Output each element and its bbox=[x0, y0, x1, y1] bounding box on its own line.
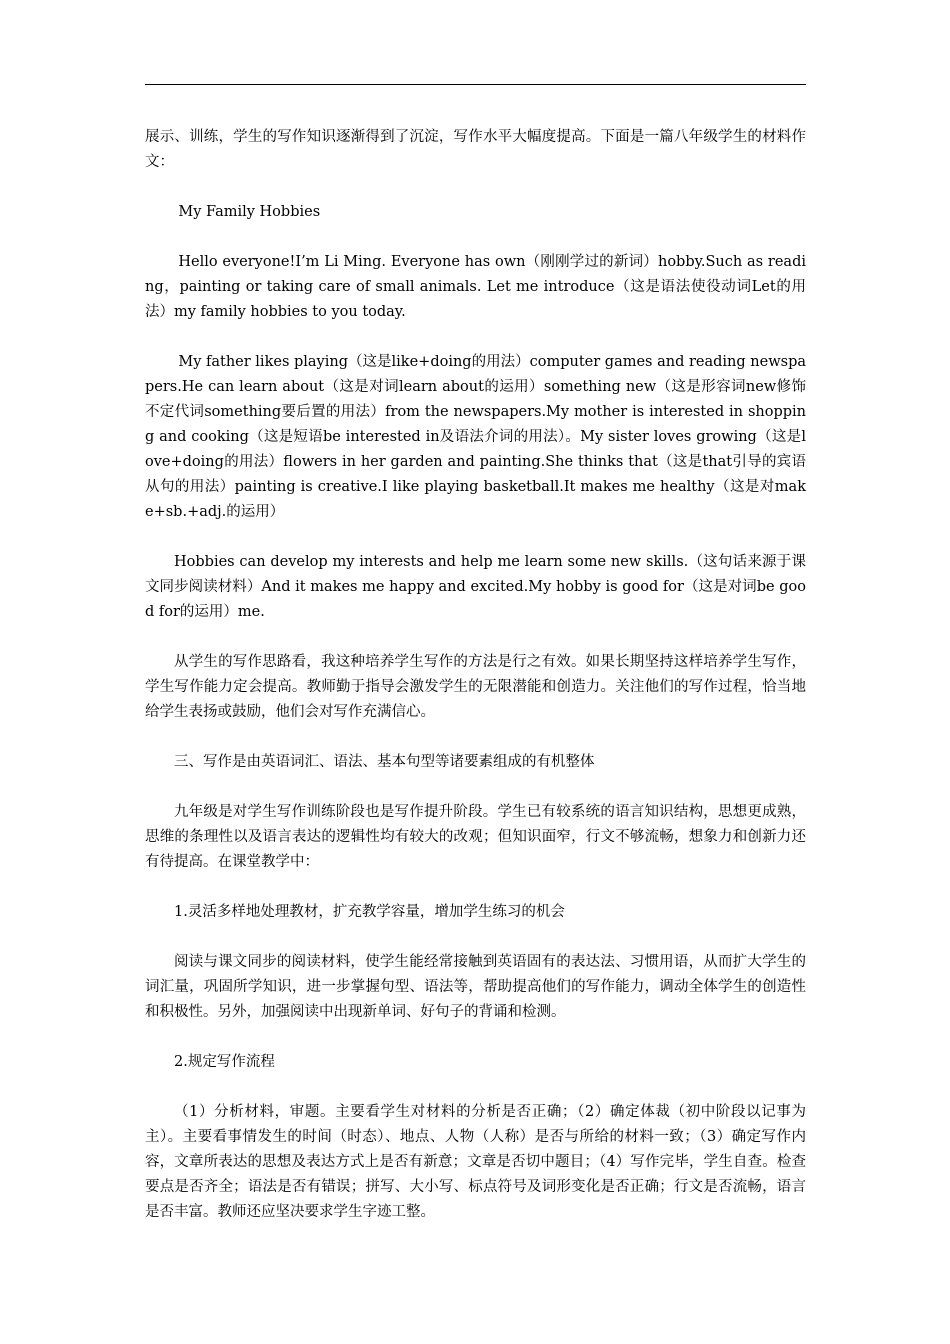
essay-paragraph-1: Hello everyone!I’m Li Ming. Everyone has own（刚刚学过的新词）hobby.Such as reading，painting or taking care of small animals. Let me introduce（这是语法使役动词Let的用法）my family hobbies to you today. bbox=[145, 254, 806, 320]
document-body bbox=[145, 125, 806, 1250]
paragraph-commentary: 从学生的写作思路看，我这种培养学生写作的方法是行之有效。如果长期坚持这样培养学生写作，学生写作能力定会提高。教师勤于指导会激发学生的无限潜能和创造力。关注他们的写作过程，恰当地给学生表扬或鼓励，他们会对写作充满信心。 bbox=[145, 654, 806, 720]
essay-title: My Family Hobbies bbox=[178, 204, 321, 220]
essay-paragraph-2: My father likes playing（这是like+doing的用法）computer games and reading newspapers.He can learn about（这是对词learn about的运用）something new（这是形容词new修饰不定代词something要后置的用法）from the newspapers.My mother is interested in shopping and cooking（这是短语be interested in及语法介词的用法）。My sister loves growing（这是love+doing的用法）flowers in her garden and painting.She thinks that（这是that引导的宾语从句的用法）painting is creative.I like playing basketball.It makes me healthy（这是对make+sb.+adj.的运用） bbox=[145, 354, 806, 520]
subheading-1: 1.灵活多样地处理教材，扩充教学容量，增加学生练习的机会 bbox=[174, 904, 565, 920]
paragraph-writing-process: （1）分析材料，审题。主要看学生对材料的分析是否正确；（2）确定体裁（初中阶段以记事为主）。主要看事情发生的时间（时态）、地点、人物（人称）是否与所给的材料一致；（3）确定写作内容，文章所表达的思想及表达方式上是否有新意；文章是否切中题目；（4）写作完毕，学生自查。检查要点是否齐全；语法是否有错误；拼写、大小写、标点符号及词形变化是否正确；行文是否流畅，语言是否丰富。教师还应坚决要求学生字迹工整。 bbox=[145, 1104, 806, 1220]
essay-paragraph-3: Hobbies can develop my interests and help me learn some new skills.（这句话来源于课文同步阅读材料）And it makes me happy and excited.My hobby is good for（这是对词be good for的运用）me. bbox=[145, 554, 806, 620]
paragraph-grade-nine: 九年级是对学生写作训练阶段也是写作提升阶段。学生已有较系统的语言知识结构，思想更成熟，思维的条理性以及语言表达的逻辑性均有较大的改观；但知识面窄，行文不够流畅，想象力和创新力还有待提高。在课堂教学中： bbox=[145, 804, 806, 870]
header-rule bbox=[145, 84, 806, 85]
subheading-2: 2.规定写作流程 bbox=[174, 1054, 275, 1070]
paragraph-reading: 阅读与课文同步的阅读材料，使学生能经常接触到英语固有的表达法、习惯用语，从而扩大学生的词汇量，巩固所学知识，进一步掌握句型、语法等，帮助提高他们的写作能力，调动全体学生的创造性和积极性。另外，加强阅读中出现新单词、好句子的背诵和检测。 bbox=[145, 954, 806, 1020]
section-heading-3: 三、写作是由英语词汇、语法、基本句型等诸要素组成的有机整体 bbox=[174, 754, 595, 770]
paragraph-intro: 展示、训练，学生的写作知识逐渐得到了沉淀，写作水平大幅度提高。下面是一篇八年级学生的材料作文： bbox=[145, 129, 806, 170]
